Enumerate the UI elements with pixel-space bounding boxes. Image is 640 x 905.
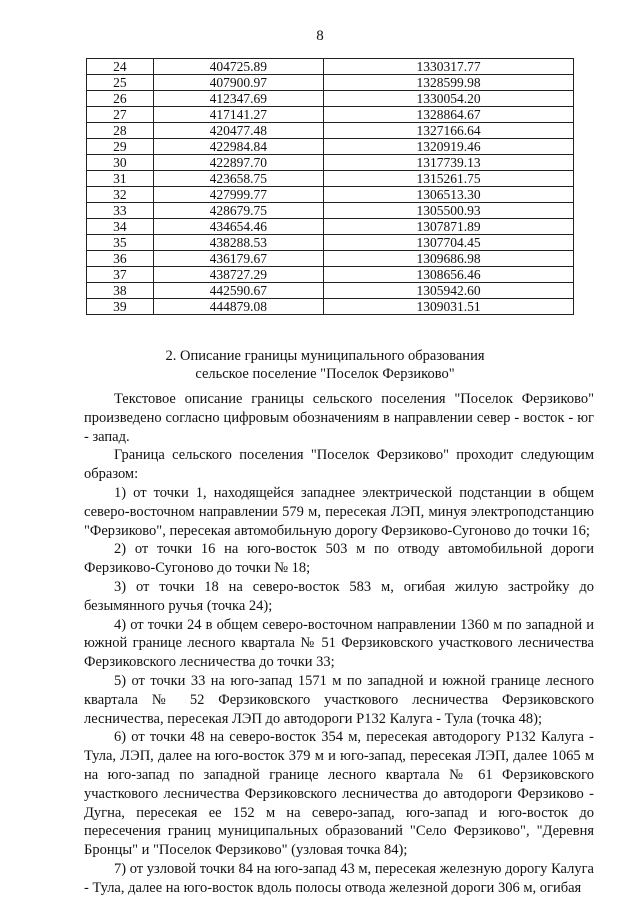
x-coordinate-cell: 417141.27 xyxy=(153,107,323,123)
boundary-description xyxy=(84,390,594,898)
point-number-cell: 25 xyxy=(87,75,154,91)
paragraph-item-1: 1) от точки 1, находящейся западнее электрической подстанции в общем северо-восточном направлении 579 м, пересекая ЛЭП, минуя электроподстанцию "Ферзиково", пересекая автомобильную дорогу Ферзиково-Сугоново до точки 16; xyxy=(84,484,594,539)
table-row xyxy=(87,283,574,299)
y-coordinate-cell: 1315261.75 xyxy=(324,171,574,187)
point-number-cell: 27 xyxy=(87,107,154,123)
x-coordinate-cell: 412347.69 xyxy=(153,91,323,107)
paragraph-item-3: 3) от точки 18 на северо-восток 583 м, огибая жилую застройку до безымянного ручья (точка 24); xyxy=(84,578,594,614)
table-row xyxy=(87,203,574,219)
x-coordinate-cell: 420477.48 xyxy=(153,123,323,139)
y-coordinate-cell: 1308656.46 xyxy=(324,267,574,283)
y-coordinate-cell: 1309686.98 xyxy=(324,251,574,267)
y-coordinate-cell: 1305500.93 xyxy=(324,203,574,219)
point-number-cell: 29 xyxy=(87,139,154,155)
point-number-cell: 32 xyxy=(87,187,154,203)
table-row xyxy=(87,267,574,283)
paragraph-item-5: 5) от точки 33 на юго-запад 1571 м по западной и южной границе лесного квартала № 52 Ферзиковского участкового лесничества Ферзиковского лесничества, пересекая ЛЭП до автодороги Р132 Калуга - Тула (точка 48); xyxy=(84,672,594,727)
point-number-cell: 39 xyxy=(87,299,154,315)
table-row xyxy=(87,251,574,267)
table-row xyxy=(87,171,574,187)
table-row xyxy=(87,59,574,75)
point-number-cell: 26 xyxy=(87,91,154,107)
y-coordinate-cell: 1330054.20 xyxy=(324,91,574,107)
x-coordinate-cell: 442590.67 xyxy=(153,283,323,299)
table-row xyxy=(87,299,574,315)
point-number-cell: 34 xyxy=(87,219,154,235)
y-coordinate-cell: 1305942.60 xyxy=(324,283,574,299)
section-title-line1: 2. Описание границы муниципального образования xyxy=(165,348,485,364)
point-number-cell: 35 xyxy=(87,235,154,251)
x-coordinate-cell: 438727.29 xyxy=(153,267,323,283)
table-row xyxy=(87,75,574,91)
x-coordinate-cell: 407900.97 xyxy=(153,75,323,91)
table-row xyxy=(87,219,574,235)
x-coordinate-cell: 404725.89 xyxy=(153,59,323,75)
point-number-cell: 37 xyxy=(87,267,154,283)
table-row xyxy=(87,91,574,107)
section-title-line2: сельское поселение "Поселок Ферзиково" xyxy=(195,366,455,382)
y-coordinate-cell: 1328599.98 xyxy=(324,75,574,91)
x-coordinate-cell: 422897.70 xyxy=(153,155,323,171)
point-number-cell: 28 xyxy=(87,123,154,139)
page-number: 8 xyxy=(316,28,324,44)
x-coordinate-cell: 428679.75 xyxy=(153,203,323,219)
table-row xyxy=(87,107,574,123)
coordinates-table xyxy=(86,58,574,315)
x-coordinate-cell: 436179.67 xyxy=(153,251,323,267)
x-coordinate-cell: 444879.08 xyxy=(153,299,323,315)
paragraph-item-4: 4) от точки 24 в общем северо-восточном направлении 1360 м по западной и южной границе лесного квартала № 51 Ферзиковского участкового лесничества Ферзиковского лесничества до точки 33; xyxy=(84,616,594,671)
table-row xyxy=(87,155,574,171)
y-coordinate-cell: 1327166.64 xyxy=(324,123,574,139)
point-number-cell: 38 xyxy=(87,283,154,299)
paragraph-intro: Текстовое описание границы сельского поселения "Поселок Ферзиково" произведено согласно цифровым обозначениям в направлении север - восток - юг - запад. xyxy=(84,391,594,445)
x-coordinate-cell: 427999.77 xyxy=(153,187,323,203)
y-coordinate-cell: 1328864.67 xyxy=(324,107,574,123)
y-coordinate-cell: 1309031.51 xyxy=(324,299,574,315)
point-number-cell: 24 xyxy=(87,59,154,75)
x-coordinate-cell: 438288.53 xyxy=(153,235,323,251)
x-coordinate-cell: 422984.84 xyxy=(153,139,323,155)
point-number-cell: 31 xyxy=(87,171,154,187)
table-row xyxy=(87,139,574,155)
table-row xyxy=(87,235,574,251)
section-heading xyxy=(80,347,570,383)
paragraph-item-2: 2) от точки 16 на юго-восток 503 м по отводу автомобильной дороги Ферзиково-Сугоново до точки № 18; xyxy=(84,541,594,577)
y-coordinate-cell: 1320919.46 xyxy=(324,139,574,155)
x-coordinate-cell: 434654.46 xyxy=(153,219,323,235)
table-row xyxy=(87,123,574,139)
paragraph-item-7: 7) от узловой точки 84 на юго-запад 43 м, пересекая железную дорогу Калуга - Тула, далее на юго-восток вдоль полосы отвода железной дороги 306 м, огибая xyxy=(84,860,594,896)
paragraph-boundary: Граница сельского поселения "Поселок Ферзиково" проходит следующим образом: xyxy=(84,447,594,483)
x-coordinate-cell: 423658.75 xyxy=(153,171,323,187)
y-coordinate-cell: 1307871.89 xyxy=(324,219,574,235)
y-coordinate-cell: 1330317.77 xyxy=(324,59,574,75)
y-coordinate-cell: 1306513.30 xyxy=(324,187,574,203)
y-coordinate-cell: 1307704.45 xyxy=(324,235,574,251)
point-number-cell: 30 xyxy=(87,155,154,171)
y-coordinate-cell: 1317739.13 xyxy=(324,155,574,171)
paragraph-item-6: 6) от точки 48 на северо-восток 354 м, пересекая автодорогу Р132 Калуга - Тула, ЛЭП, далее на юго-восток 379 м и юго-запад, пересекая ЛЭП, далее 1065 м на юго-запад по западной границе лесного квартала № 61 Ферзиковского участкового лесничества Ферзиковского лесничества до автодороги Ферзиково - Дугна, пересекая ее 152 м на северо-запад, юго-запад и юго-восток до пересечения границ муниципальных образований "Село Ферзиково", "Деревня Бронцы" и "Поселок Ферзиково" (узловая точка 84); xyxy=(84,729,594,859)
point-number-cell: 36 xyxy=(87,251,154,267)
table-row xyxy=(87,187,574,203)
point-number-cell: 33 xyxy=(87,203,154,219)
